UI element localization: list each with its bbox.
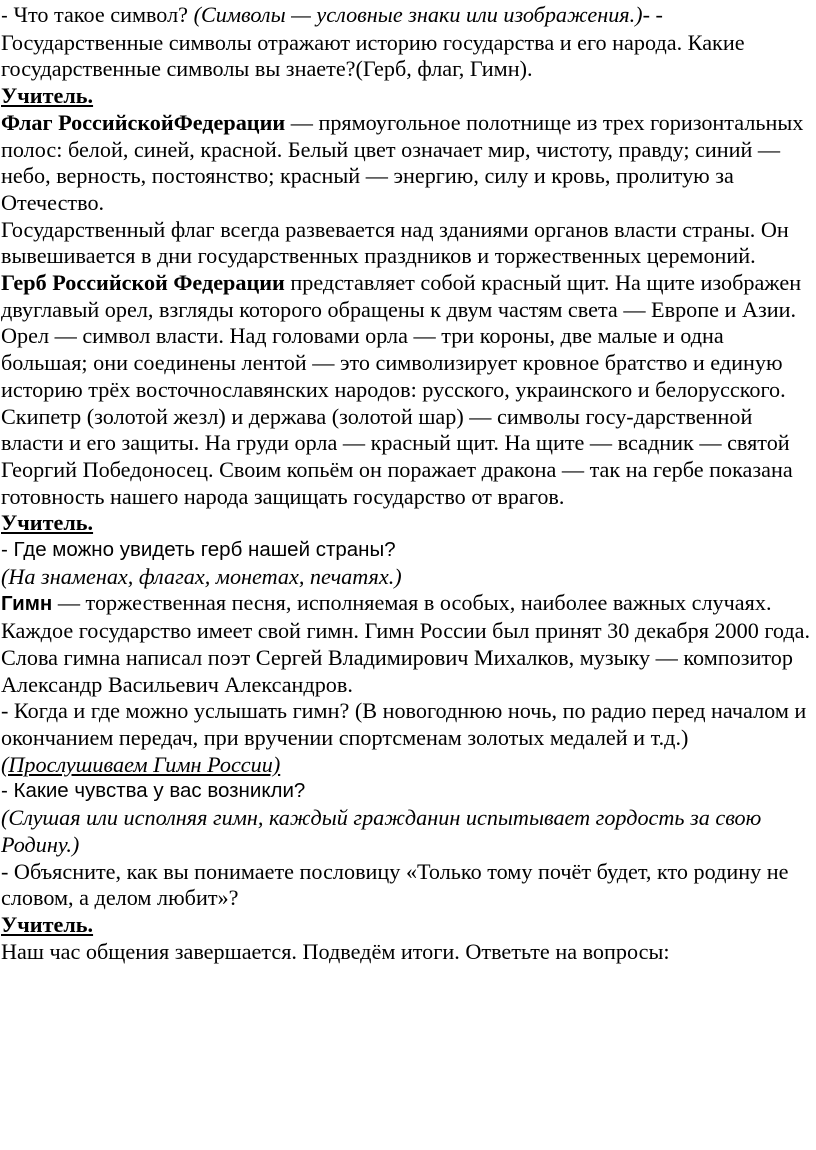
flag-term: Флаг РоссийскойФедерации <box>1 109 286 135</box>
teacher-heading-3: Учитель. <box>1 911 94 937</box>
listen-anthem-note: (Прослушиваем Гимн России) <box>1 751 281 777</box>
paragraph-flag-usage: Государственный флаг всегда развевается над зданиями органов власти страны. Он вывешивается в дни государственных праздников и торжественных церемоний. <box>1 216 789 269</box>
coat-of-arms-term: Герб Российской Федерации <box>1 270 285 296</box>
answer-symbols-definition: (Символы — условные знаки или изображения.) <box>193 2 643 27</box>
paragraph-closing: Наш час общения завершается. Подведём итоги. Ответьте на вопросы: <box>1 938 670 964</box>
paragraph-anthem <box>1 590 813 698</box>
paragraph-intro-question <box>1 2 813 83</box>
question-where-coat-of-arms: - Где можно увидеть герб нашей страны? <box>1 538 396 562</box>
paragraph-flag <box>1 110 813 217</box>
state-symbols-text: - - Государственные символы отражают историю государства и его народа. Какие государственные символы вы знаете?(Герб, флаг, Гимн). <box>1 2 745 82</box>
flag-description: — прямоугольное полотнище из трех горизонтальных полос: белой, синей, красной. Белый цвет означает мир, чистоту, правду; синий — небо, верность, постоянство; красный — энергию, силу и кровь, пролитую за Отечество. <box>1 109 804 215</box>
teacher-heading-2: Учитель. <box>1 510 94 536</box>
question-when-anthem: - Когда и где можно услышать гимн? (В новогоднюю ночь, по радио перед началом и окончанием передач, при вручении спортсменам золотых медалей и т.д.) <box>1 698 807 750</box>
anthem-description: — торжественная песня, исполняемая в особых, наиболее важных случаях. Каждое государство имеет свой гимн. Гимн России был принят 30 декабря 2000 года. Слова гимна написал поэт Сергей Владимирович Михалков, музыку — композитор Александр Васильевич Александров. <box>1 590 811 697</box>
question-what-is-symbol: Что такое символ? <box>13 2 194 27</box>
question-proverb: - Объясните, как вы понимаете пословицу «Только тому почёт будет, кто родину не словом, а делом любит»? <box>1 858 789 911</box>
answer-feelings: (Слушая или исполняя гимн, каждый гражданин испытывает гордость за свою Родину.) <box>1 805 762 857</box>
document-page <box>1 0 813 965</box>
anthem-term: Гимн <box>1 592 53 616</box>
teacher-heading-1: Учитель. <box>1 83 94 109</box>
coat-of-arms-description: представляет собой красный щит. На щите изображен двуглавый орел, взгляды которого обращены к двум частям света — Европе и Азии. Орел — символ власти. Над головами орла — три короны, две малые и одна большая; они соединены лентой — это символизирует кровное братство и единую историю трёх восточнославянских народов: русского, украинского и белорусского. Скипетр (золотой жезл) и держава (золотой шар) — символы госу-дарственной власти и его защиты. На груди орла — красный щит. На щите — всадник — святой Георгий Победоносец. Своим копьём он поражает дракона — так на гербе показана готовность нашего народа защищать государство от врагов. <box>1 270 802 509</box>
question-feelings: - Какие чувства у вас возникли? <box>1 779 306 803</box>
dash-prefix: - <box>1 4 14 27</box>
paragraph-coat-of-arms <box>1 270 813 510</box>
answer-where-coat-of-arms: (На знаменах, флагах, монетах, печатях.) <box>1 563 402 589</box>
